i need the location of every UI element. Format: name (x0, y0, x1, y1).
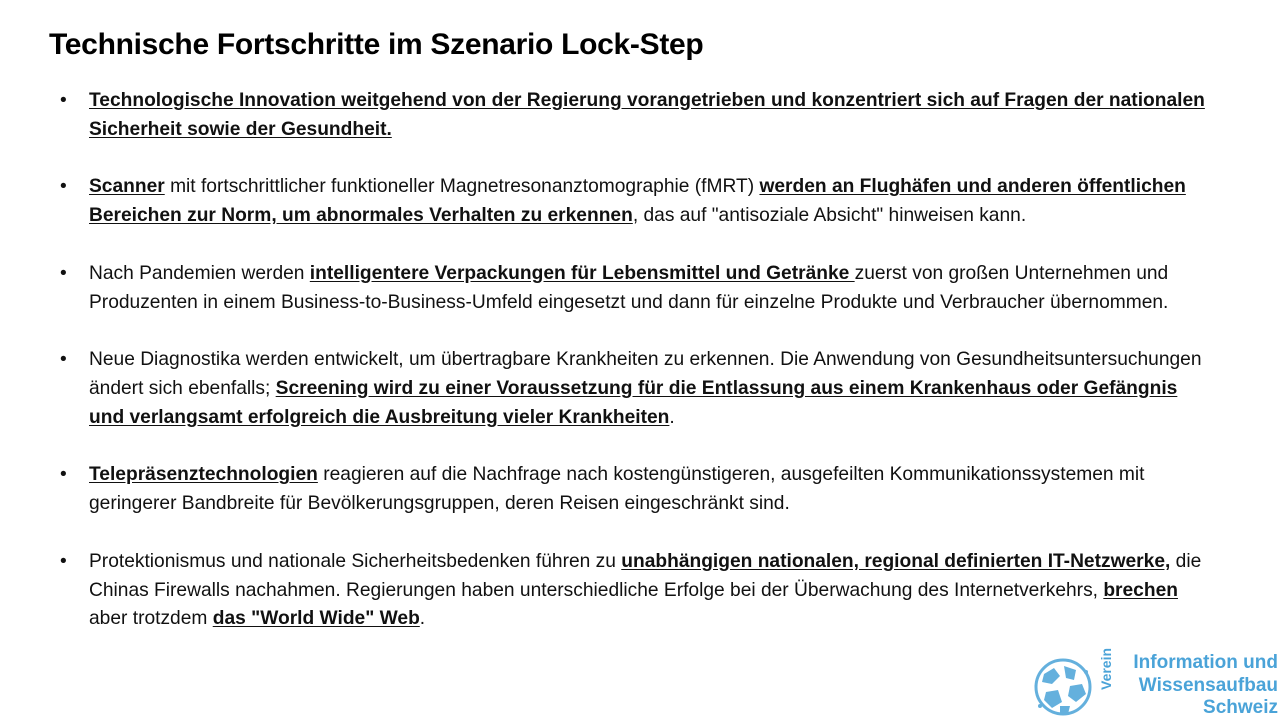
bullet-text: Neue Diagnostika werden entwickelt, um übertragbare Krankheiten zu erkennen. Die Anwendung von Gesundheitsuntersuchungen ändert sich ebenfalls; (89, 349, 1202, 399)
bullet-dot: • (60, 176, 67, 198)
bullet-text: aber trotzdem (89, 608, 213, 630)
bullet-text-emphasis: das "World Wide" Web (212, 608, 420, 630)
bullet-text-emphasis: Screening wird zu einer Voraussetzung für die Entlassung aus einem Krankenhaus oder Gefängnis und verlangsamt erfolgreich die Ausbreitung vieler Krankheiten (89, 377, 1178, 428)
bullet-list (60, 87, 1210, 634)
bullet-text-emphasis: intelligentere Verpackungen für Lebensmittel und Getränke (309, 262, 855, 284)
bullet-item (60, 173, 1210, 231)
bullet-text: Protektionismus und nationale Sicherheitsbedenken führen zu (89, 550, 622, 572)
bullet-text: . (669, 406, 675, 428)
bullet-text-emphasis: werden an Flughäfen und anderen öffentlichen Bereichen zur Norm, um abnormales Verhalten zu erkennen (89, 176, 1186, 227)
bullet-item (60, 87, 1210, 145)
bullet-text: . (419, 608, 426, 630)
slide-title: Technische Fortschritte im Szenario Lock-Step (49, 28, 704, 61)
globe-icon (1030, 656, 1096, 718)
bullet-item (60, 548, 1210, 634)
logo-line: Schweiz (1203, 697, 1278, 718)
organization-logo (1028, 640, 1280, 720)
bullet-text: Nach Pandemien werden (89, 262, 310, 284)
bullet-text-emphasis: Scanner (89, 176, 165, 198)
bullet-text: die Chinas Firewalls nachahmen. Regierungen haben unterschiedliche Erfolge bei der Überwachung des Internetverkehrs, (89, 550, 1202, 601)
bullet-item (60, 461, 1210, 519)
bullet-dot: • (60, 90, 67, 111)
bullet-item (60, 346, 1210, 432)
logo-line: Information und (1133, 652, 1278, 673)
bullet-text: mit fortschrittlicher funktioneller Magnetresonanztomographie (fMRT) (164, 176, 760, 198)
bullet-text: zuerst von großen Unternehmen und Produzenten in einem Business-to-Business-Umfeld eingesetzt und dann für einzelne Produkte und Verbraucher übernommen. (89, 262, 1169, 313)
bullet-text-emphasis: brechen (1103, 579, 1178, 601)
bullet-text-emphasis: Technologische Innovation weitgehend von der Regierung vorangetrieben und konzentriert sich auf Fragen der nationalen Sicherheit sowie der Gesundheit. (89, 90, 1205, 140)
bullet-text-emphasis: unabhängigen nationalen, regional definierten IT-Netzwerke, (621, 550, 1171, 572)
logo-vertical-text: Verein (1098, 647, 1114, 690)
bullet-dot: • (60, 262, 67, 284)
bullet-text: reagieren auf die Nachfrage nach kostengünstigeren, ausgefeilten Kommunikationssystemen mit geringerer Bandbreite für Bevölkerungsgruppen, deren Reisen eingeschränkt sind. (89, 464, 1145, 515)
bullet-text: , das auf "antisoziale Absicht" hinweisen kann. (632, 205, 1027, 227)
bullet-item (60, 260, 1210, 318)
bullet-dot: • (60, 464, 67, 486)
bullet-dot: • (60, 550, 67, 572)
bullet-dot: • (60, 349, 67, 371)
bullet-text-emphasis: Telepräsenztechnologien (89, 464, 318, 486)
logo-line: Wissensaufbau (1138, 675, 1278, 696)
